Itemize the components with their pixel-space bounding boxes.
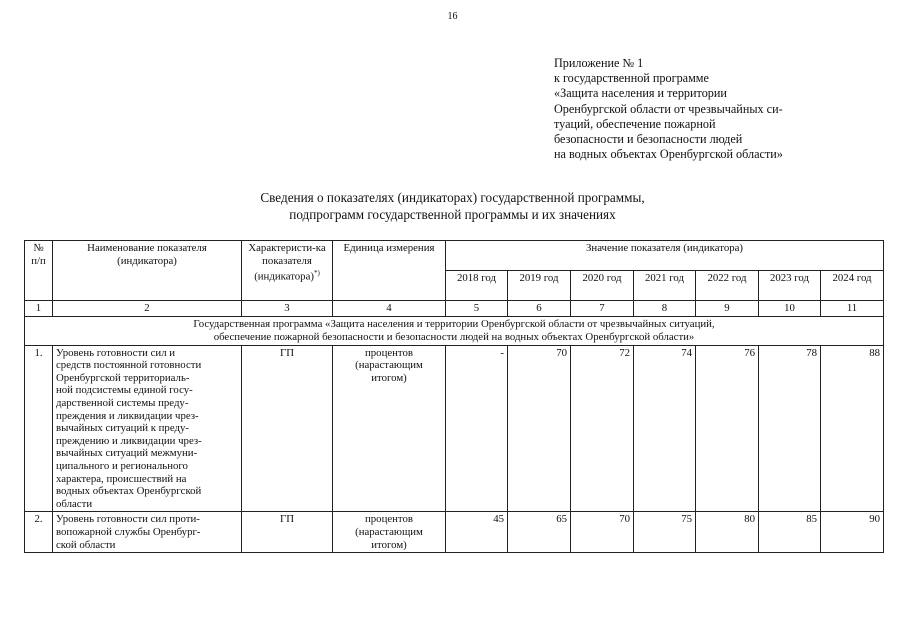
row-indicator-name xyxy=(53,345,242,512)
row-value: 75 xyxy=(634,512,696,553)
column-number: 10 xyxy=(759,301,821,317)
name-line: области xyxy=(56,497,93,510)
appendix-line: туаций, обеспечение пожарной xyxy=(554,116,716,131)
header-unit: Единица измерения xyxy=(333,241,446,301)
row-characteristic: ГП xyxy=(242,345,333,512)
name-line: Оренбургской территориаль- xyxy=(56,371,190,384)
appendix-line: на водных объектах Оренбургской области» xyxy=(554,147,783,162)
unit-line: итогом) xyxy=(371,371,407,384)
header-characteristic-label: Характеристи-ка показателя (индикатора) xyxy=(248,242,326,283)
row-value: 80 xyxy=(696,512,759,553)
unit-line: процентов xyxy=(365,346,413,359)
appendix-line: Оренбургской области от чрезвычайных си- xyxy=(554,101,783,116)
header-year: 2023 год xyxy=(759,271,821,301)
column-number: 6 xyxy=(508,301,571,317)
title-line: Сведения о показателях (индикаторах) государственной программы, xyxy=(260,190,645,205)
row-value: 76 xyxy=(696,345,759,512)
row-unit xyxy=(333,345,446,512)
name-line: вычайных ситуаций к преду- xyxy=(56,422,189,435)
header-name: Наименование показателя (индикатора) xyxy=(53,241,242,301)
name-line: преждению и ликвидации чрез- xyxy=(56,434,202,447)
header-year: 2024 год xyxy=(821,271,884,301)
column-number: 9 xyxy=(696,301,759,317)
appendix-line: к государственной программе xyxy=(554,71,709,86)
row-num: 2. xyxy=(25,512,53,553)
row-value: 70 xyxy=(508,345,571,512)
row-value: 45 xyxy=(446,512,508,553)
header-num: № п/п xyxy=(25,241,53,301)
header-year: 2020 год xyxy=(571,271,634,301)
header-value-group: Значение показателя (индикатора) xyxy=(446,241,884,271)
header-characteristic xyxy=(242,241,333,301)
name-line: дарственной системы преду- xyxy=(56,396,189,409)
row-characteristic: ГП xyxy=(242,512,333,553)
name-line: вопожарной службы Оренбург- xyxy=(56,525,201,538)
header-row xyxy=(25,241,884,271)
table-row xyxy=(25,512,884,553)
row-value: - xyxy=(446,345,508,512)
unit-line: (нарастающим xyxy=(355,359,423,372)
name-line: Уровень готовности сил и xyxy=(56,346,176,359)
column-number: 3 xyxy=(242,301,333,317)
row-value: 78 xyxy=(759,345,821,512)
column-number: 7 xyxy=(571,301,634,317)
column-number: 2 xyxy=(53,301,242,317)
row-value: 74 xyxy=(634,345,696,512)
column-number: 8 xyxy=(634,301,696,317)
name-line: ной подсистемы единой госу- xyxy=(56,384,193,397)
appendix-header xyxy=(554,56,894,162)
column-number: 4 xyxy=(333,301,446,317)
name-line: средств постоянной готовности xyxy=(56,359,202,372)
footnote-mark: *) xyxy=(313,269,320,278)
section-line: Государственная программа «Защита населения и территории Оренбургской области от чрезвычайных ситуаций, xyxy=(193,318,715,330)
indicators-table xyxy=(24,240,884,553)
table-row xyxy=(25,345,884,512)
section-line: обеспечение пожарной безопасности и безопасности людей на водных объектах Оренбургской области» xyxy=(213,330,695,343)
row-value: 90 xyxy=(821,512,884,553)
row-value: 70 xyxy=(571,512,634,553)
name-line: преждения и ликвидации чрез- xyxy=(56,409,199,422)
page-number: 16 xyxy=(447,11,458,22)
row-indicator-name xyxy=(53,512,242,553)
row-value: 72 xyxy=(571,345,634,512)
column-number: 5 xyxy=(446,301,508,317)
header-year: 2019 год xyxy=(508,271,571,301)
unit-line: процентов xyxy=(365,513,413,526)
unit-line: итогом) xyxy=(371,538,407,551)
row-unit xyxy=(333,512,446,553)
header-year: 2021 год xyxy=(634,271,696,301)
column-number: 1 xyxy=(25,301,53,317)
name-line: водных объектах Оренбургской xyxy=(56,485,202,498)
appendix-line: Приложение № 1 xyxy=(554,56,644,70)
section-row xyxy=(25,317,884,346)
row-num: 1. xyxy=(25,345,53,512)
row-value: 65 xyxy=(508,512,571,553)
name-line: ской области xyxy=(56,538,116,551)
section-title xyxy=(25,317,884,346)
name-line: вычайных ситуаций межмуни- xyxy=(56,447,198,460)
name-line: Уровень готовности сил проти- xyxy=(56,513,200,526)
row-value: 88 xyxy=(821,345,884,512)
appendix-line: «Защита населения и территории xyxy=(554,86,727,101)
header-year: 2018 год xyxy=(446,271,508,301)
title-line: подпрограмм государственной программы и их значениях xyxy=(289,206,616,222)
column-number: 11 xyxy=(821,301,884,317)
document-title xyxy=(0,190,905,223)
appendix-line: безопасности и безопасности людей xyxy=(554,132,743,147)
name-line: характера, происшествий на xyxy=(56,472,187,485)
name-line: ципального и регионального xyxy=(56,459,188,472)
row-value: 85 xyxy=(759,512,821,553)
unit-line: (нарастающим xyxy=(355,525,423,538)
column-number-row xyxy=(25,301,884,317)
header-year: 2022 год xyxy=(696,271,759,301)
